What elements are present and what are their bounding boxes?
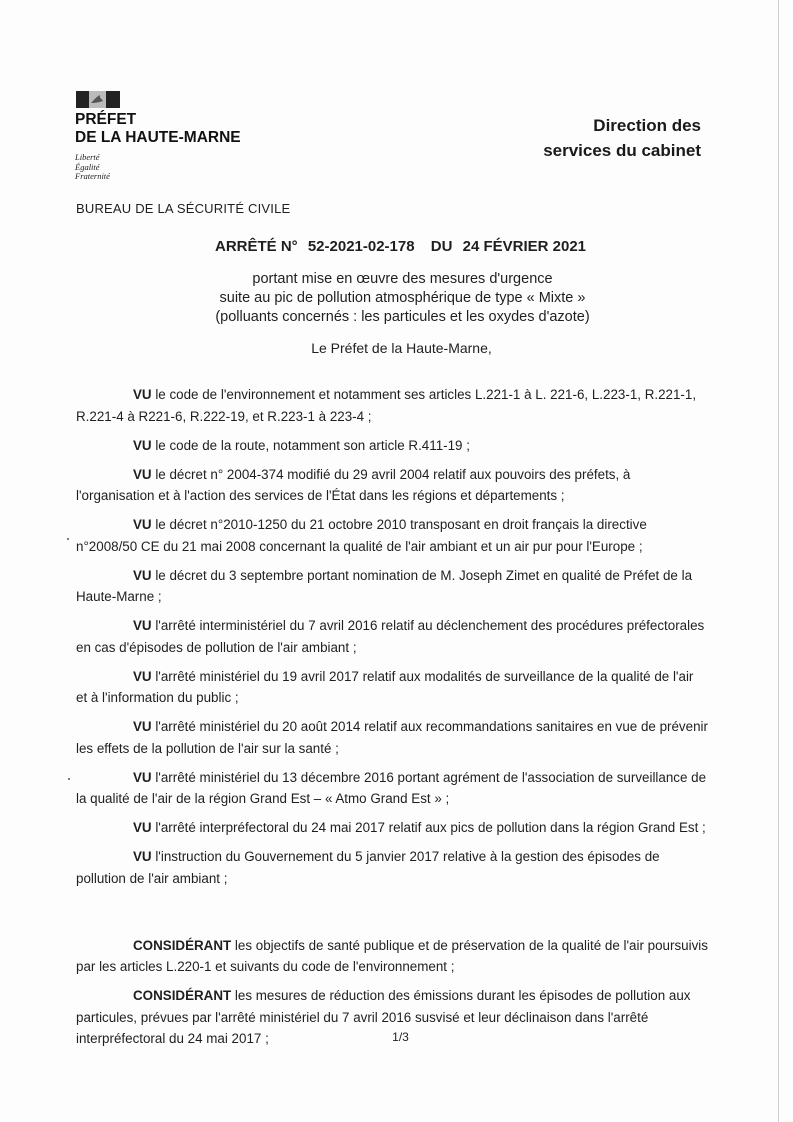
arrete-title <box>0 238 793 255</box>
motto-egalite: Égalité <box>75 161 100 172</box>
arrete-date: 24 FÉVRIER 2021 <box>462 238 587 255</box>
vu-keyword: VU <box>133 849 152 864</box>
motto-fraternite: Fraternité <box>75 171 110 181</box>
vu-keyword: VU <box>133 618 152 633</box>
direction-line-1: Direction des <box>593 116 701 135</box>
vu-paragraph <box>76 565 708 608</box>
vu-text: le décret n° 2004-374 modifié du 29 avril 2004 relatif aux pouvoirs des préfets, à l'organisation et à l'action des services de l'État dans les régions et départements ; <box>76 466 631 503</box>
vu-text: le code de l'environnement et notamment ses articles L.221-1 à L. 221-6, L.223-1, R.221-1, R.221-4 à R221-6, R.222-19, et R.223-1 à 223-4 ; <box>76 387 697 424</box>
vu-paragraph <box>76 767 708 810</box>
considerant-paragraph <box>76 935 708 978</box>
vu-text: le décret du 3 septembre portant nomination de M. Joseph Zimet en qualité de Préfet de la Haute-Marne ; <box>76 567 693 604</box>
vu-paragraph <box>76 384 708 427</box>
vu-keyword: VU <box>133 820 152 835</box>
motto-liberte: Liberté <box>75 152 100 162</box>
scan-speck <box>67 538 69 540</box>
direction-heading <box>543 113 701 163</box>
direction-line-2: services du cabinet <box>543 141 701 160</box>
vu-keyword: VU <box>133 437 152 453</box>
prefet-line-2: DE LA HAUTE-MARNE <box>75 129 241 146</box>
marianne-logo <box>76 91 120 108</box>
page-edge <box>778 0 779 1122</box>
vu-paragraph <box>76 817 708 839</box>
vu-paragraph <box>76 435 708 457</box>
considerant-keyword: CONSIDÉRANT <box>133 988 232 1003</box>
bureau-label: BUREAU DE LA SÉCURITÉ CIVILE <box>76 201 291 216</box>
subtitle-line-2: suite au pic de pollution atmosphérique de type « Mixte » <box>219 290 586 306</box>
vu-paragraph <box>76 846 708 889</box>
scan-speck <box>68 778 70 780</box>
vu-text: l'arrêté interpréfectoral du 24 mai 2017 relatif aux pics de pollution dans la région Grand Est ; <box>151 820 706 835</box>
vu-keyword: VU <box>133 567 152 583</box>
section-spacer <box>76 897 708 935</box>
vu-keyword: VU <box>133 517 152 532</box>
subtitle-line-3: (polluants concernés : les particules et les oxydes d'azote) <box>215 309 590 325</box>
document-body <box>76 384 708 1057</box>
prefet-heading <box>75 111 241 147</box>
arrete-number: 52-2021-02-178 <box>307 238 415 255</box>
prefet-line-1: PRÉFET <box>75 111 137 128</box>
vu-text: l'arrêté ministériel du 19 avril 2017 relatif aux modalités de surveillance de la qualité de l'air et à l'information du public ; <box>76 668 694 705</box>
vu-paragraph <box>76 464 708 507</box>
vu-paragraph <box>76 666 708 709</box>
vu-keyword: VU <box>133 769 152 785</box>
vu-text: l'arrêté interministériel du 7 avril 2016 relatif au déclenchement des procédures préfectorales en cas d'épisodes de pollution de l'air ambiant ; <box>76 618 705 655</box>
vu-text: le code de la route, notamment son article R.411-19 ; <box>151 437 470 453</box>
arrete-du: DU <box>430 238 453 255</box>
arrete-label: ARRÊTÉ N° <box>214 238 298 255</box>
vu-paragraph <box>76 514 708 557</box>
vu-paragraph <box>76 716 708 759</box>
le-prefet-line: Le Préfet de la Haute-Marne, <box>311 340 492 356</box>
page-number: 1/3 <box>392 1030 409 1044</box>
subtitle-line-1: portant mise en œuvre des mesures d'urgence <box>252 271 553 287</box>
vu-keyword: VU <box>133 719 152 734</box>
vu-text: l'arrêté ministériel du 20 août 2014 relatif aux recommandations sanitaires en vue de prévenir les effets de la pollution de l'air sur la santé ; <box>76 719 708 756</box>
vu-text: le décret n°2010-1250 du 21 octobre 2010 transposant en droit français la directive n°2008/50 CE du 21 mai 2008 concernant la qualité de l'air ambiant et un air pur pour l'Europe ; <box>76 517 647 554</box>
considerant-keyword: CONSIDÉRANT <box>133 937 232 953</box>
vu-paragraph <box>76 615 708 658</box>
considerant-text: les mesures de réduction des émissions durant les épisodes de pollution aux particules, prévues par l'arrêté ministériel du 7 avril 2016 susvisé et leur déclinaison dans l'arrêté interpréfectoral du 24 mai 2017 ; <box>76 988 691 1046</box>
republic-motto <box>75 153 110 182</box>
vu-keyword: VU <box>133 668 152 684</box>
vu-keyword: VU <box>133 466 152 482</box>
vu-text: l'arrêté ministériel du 13 décembre 2016 portant agrément de l'association de surveillance de la qualité de l'air de la région Grand Est – « Atmo Grand Est » ; <box>76 769 707 806</box>
arrete-subtitle <box>0 270 793 327</box>
considerant-text: les objectifs de santé publique et de préservation de la qualité de l'air poursuivis par les articles L.220-1 et suivants du code de l'environnement ; <box>76 937 708 974</box>
vu-keyword: VU <box>133 387 152 402</box>
vu-text: l'instruction du Gouvernement du 5 janvier 2017 relative à la gestion des épisodes de pollution de l'air ambiant ; <box>76 849 660 886</box>
